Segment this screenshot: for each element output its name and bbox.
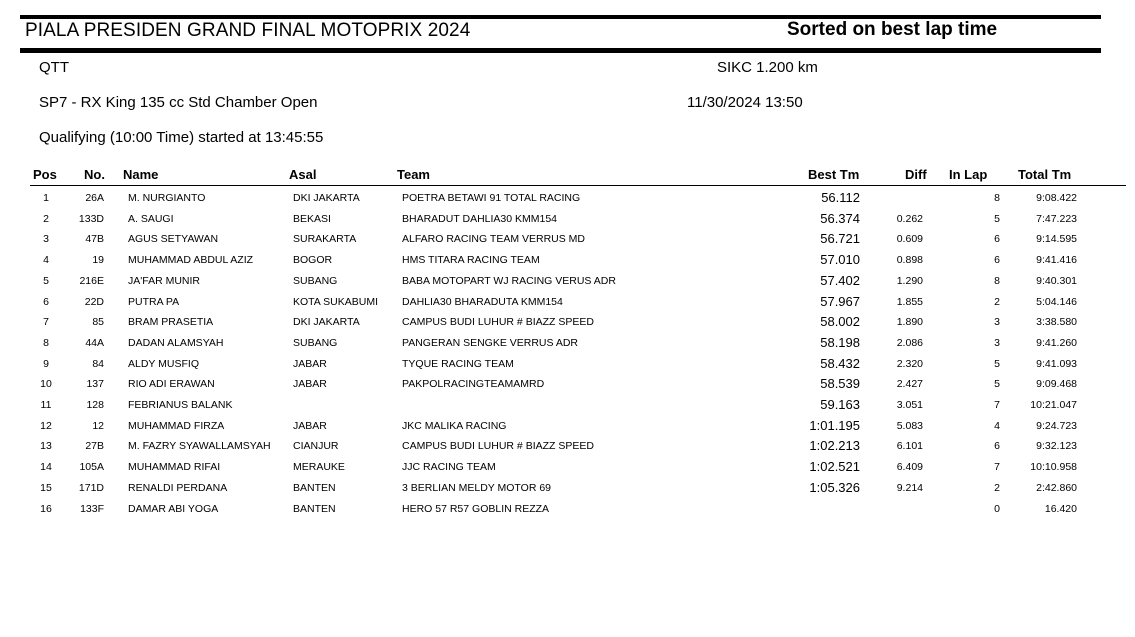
row-best-time: 57.967 [820,293,860,309]
table-row [0,188,1135,208]
row-pos: 4 [43,254,49,267]
row-team: BHARADUT DAHLIA30 KMM154 [402,212,558,225]
row-name: PUTRA PA [128,295,180,308]
row-number: 133F [80,502,104,515]
row-inlap: 6 [994,233,1000,246]
row-inlap: 3 [994,336,1000,349]
table-row [0,271,1135,291]
row-diff: 0.898 [896,254,923,267]
row-pos: 7 [43,316,49,329]
row-diff: 3.051 [896,399,923,411]
row-team: CAMPUS BUDI LUHUR # BIAZZ SPEED [402,316,594,329]
row-team: JJC RACING TEAM [402,461,496,474]
row-total-time: 9:41.260 [1036,336,1077,349]
col-best: Best Tm [808,167,860,182]
row-inlap: 3 [994,316,1000,329]
row-best-time: 1:01.195 [809,417,860,433]
row-best-time: 56.112 [821,190,860,205]
row-asal: JABAR [293,419,327,432]
row-asal: BEKASI [293,212,331,225]
row-name: ALDY MUSFIQ [128,357,199,370]
row-name: DADAN ALAMSYAH [128,336,224,349]
row-best-time: 1:02.521 [809,459,860,475]
row-best-time: 59.163 [820,397,860,412]
row-asal: BANTEN [293,481,336,494]
row-team: BABA MOTOPART WJ RACING VERUS ADR [402,274,616,287]
row-diff: 1.890 [896,316,923,329]
row-total-time: 9:41.416 [1036,254,1077,267]
row-inlap: 2 [994,295,1000,308]
row-total-time: 7:47.223 [1036,212,1077,225]
row-inlap: 8 [994,274,1000,287]
col-name: Name [123,167,159,182]
row-pos: 6 [43,295,49,308]
row-number: 133D [78,212,104,225]
row-diff: 0.262 [896,212,923,225]
row-diff: 2.320 [896,357,923,370]
row-inlap: 5 [994,212,1000,225]
row-asal: BANTEN [293,502,336,515]
row-inlap: 5 [994,378,1000,391]
header-rule [30,185,1126,186]
row-inlap: 2 [994,481,1000,494]
row-asal: SUBANG [293,336,338,349]
row-number: 26A [85,192,104,204]
table-row [0,250,1135,270]
row-pos: 16 [40,502,52,515]
row-number: 12 [92,419,104,432]
table-row [0,374,1135,394]
row-pos: 15 [40,481,52,494]
row-number: 27B [85,440,104,453]
row-inlap: 6 [994,440,1000,453]
row-best-time: 57.010 [820,252,860,268]
row-total-time: 9:41.093 [1036,357,1077,370]
row-total-time: 10:21.047 [1030,399,1077,411]
row-pos: 9 [43,357,49,370]
row-diff: 2.427 [896,378,923,391]
page-title: PIALA PRESIDEN GRAND FINAL MOTOPRIX 2024 [25,20,471,41]
row-number: 128 [86,399,104,411]
table-row [0,229,1135,249]
row-best-time: 56.374 [820,210,860,226]
row-team: CAMPUS BUDI LUHUR # BIAZZ SPEED [402,440,594,453]
row-total-time: 9:32.123 [1036,440,1077,453]
row-team: DAHLIA30 BHARADUTA KMM154 [402,295,563,308]
row-diff: 9.214 [896,481,923,494]
row-team: JKC MALIKA RACING [402,419,507,432]
row-asal: JABAR [293,378,327,391]
row-team: HMS TITARA RACING TEAM [402,254,540,267]
row-best-time: 58.539 [820,376,860,392]
table-row [0,416,1135,436]
row-number: 216E [79,274,104,287]
row-inlap: 4 [994,419,1000,432]
title-rule [20,48,1101,53]
row-asal: MERAUKE [293,461,345,474]
row-pos: 3 [43,233,49,246]
row-name: M. FAZRY SYAWALLAMSYAH [128,440,271,453]
row-best-time: 1:02.213 [809,438,860,454]
row-name: AGUS SETYAWAN [128,233,219,246]
row-pos: 11 [40,399,52,411]
row-team: PANGERAN SENGKE VERRUS ADR [402,336,579,349]
row-name: MUHAMMAD RIFAI [128,461,221,474]
table-row [0,436,1135,456]
row-total-time: 16.420 [1044,502,1077,515]
table-row [0,478,1135,498]
row-inlap: 0 [994,502,1000,515]
row-team: HERO 57 R57 GOBLIN REZZA [402,502,550,515]
row-team: POETRA BETAWI 91 TOTAL RACING [402,192,581,204]
row-name: DAMAR ABI YOGA [128,502,219,515]
row-total-time: 9:40.301 [1036,274,1077,287]
table-row [0,354,1135,374]
row-asal: KOTA SUKABUMI [293,295,378,308]
row-pos: 10 [40,378,52,391]
row-number: 171D [78,481,104,494]
row-pos: 1 [43,192,49,204]
row-number: 84 [92,357,104,370]
row-number: 19 [92,254,104,267]
row-inlap: 7 [994,399,1000,411]
row-total-time: 3:38.580 [1036,316,1077,329]
row-diff: 5.083 [896,419,923,432]
row-asal: DKI JAKARTA [293,192,360,204]
row-pos: 8 [43,336,49,349]
row-total-time: 5:04.146 [1036,295,1077,308]
row-name: MUHAMMAD ABDUL AZIZ [128,254,254,267]
row-team: 3 BERLIAN MELDY MOTOR 69 [402,481,551,494]
row-pos: 5 [43,274,49,287]
table-row [0,395,1135,415]
row-number: 44A [85,336,104,349]
row-name: FEBRIANUS BALANK [128,399,233,411]
row-total-time: 9:14.595 [1036,233,1077,246]
row-team: TYQUE RACING TEAM [402,357,514,370]
table-row [0,499,1135,519]
row-asal: DKI JAKARTA [293,316,360,329]
session-code: QTT [39,59,69,76]
row-team: PAKPOLRACINGTEAMAMRD [402,378,545,391]
row-team: ALFARO RACING TEAM VERRUS MD [402,233,586,246]
row-best-time: 58.198 [820,334,860,350]
col-asal: Asal [289,167,317,182]
row-pos: 13 [40,440,52,453]
row-name: RIO ADI ERAWAN [128,378,215,391]
col-total: Total Tm [1018,167,1072,182]
row-inlap: 6 [994,254,1000,267]
row-diff: 2.086 [896,336,923,349]
row-best-time: 56.721 [820,231,860,247]
row-diff: 6.409 [896,461,923,474]
table-row [0,209,1135,229]
row-total-time: 2:42.860 [1036,481,1077,494]
row-inlap: 7 [994,461,1000,474]
session-info: Qualifying (10:00 Time) started at 13:45:55 [39,129,324,146]
row-asal: SURAKARTA [293,233,357,246]
row-name: M. NURGIANTO [128,192,206,204]
col-diff: Diff [905,167,927,182]
col-team: Team [397,167,430,182]
circuit-info: SIKC 1.200 km [717,59,818,76]
row-number: 137 [86,378,104,391]
row-best-time: 57.402 [820,272,860,288]
row-pos: 14 [40,461,52,474]
row-number: 105A [79,461,104,474]
table-row [0,292,1135,312]
row-name: RENALDI PERDANA [128,481,228,494]
col-no: No. [84,167,105,182]
table-row [0,312,1135,332]
row-total-time: 9:08.422 [1036,192,1077,204]
table-row [0,333,1135,353]
row-total-time: 10:10.958 [1030,461,1077,474]
row-asal: SUBANG [293,274,338,287]
col-inlap: In Lap [949,167,988,182]
row-diff: 1.290 [896,274,923,287]
row-best-time: 58.002 [820,314,860,330]
row-name: JA'FAR MUNIR [128,274,201,287]
row-number: 47B [85,233,104,246]
row-name: MUHAMMAD FIRZA [128,419,225,432]
table-row [0,457,1135,477]
row-asal: JABAR [293,357,327,370]
row-pos: 2 [43,212,49,225]
report-datetime: 11/30/2024 13:50 [687,94,803,111]
col-pos: Pos [33,167,57,182]
row-diff: 0.609 [896,233,923,246]
row-inlap: 8 [994,192,1000,204]
row-number: 85 [92,316,104,329]
sort-label: Sorted on best lap time [787,19,998,40]
row-total-time: 9:09.468 [1036,378,1077,391]
row-diff: 1.855 [896,295,923,308]
row-name: A. SAUGI [128,212,174,225]
row-best-time: 1:05.326 [809,479,860,495]
row-pos: 12 [40,419,52,432]
row-name: BRAM PRASETIA [128,316,214,329]
row-diff: 6.101 [896,440,923,453]
row-inlap: 5 [994,357,1000,370]
row-total-time: 9:24.723 [1036,419,1077,432]
row-asal: BOGOR [293,254,333,267]
category-label: SP7 - RX King 135 cc Std Chamber Open [39,94,318,111]
row-best-time: 58.432 [820,355,860,371]
row-number: 22D [84,295,104,308]
row-asal: CIANJUR [293,440,339,453]
